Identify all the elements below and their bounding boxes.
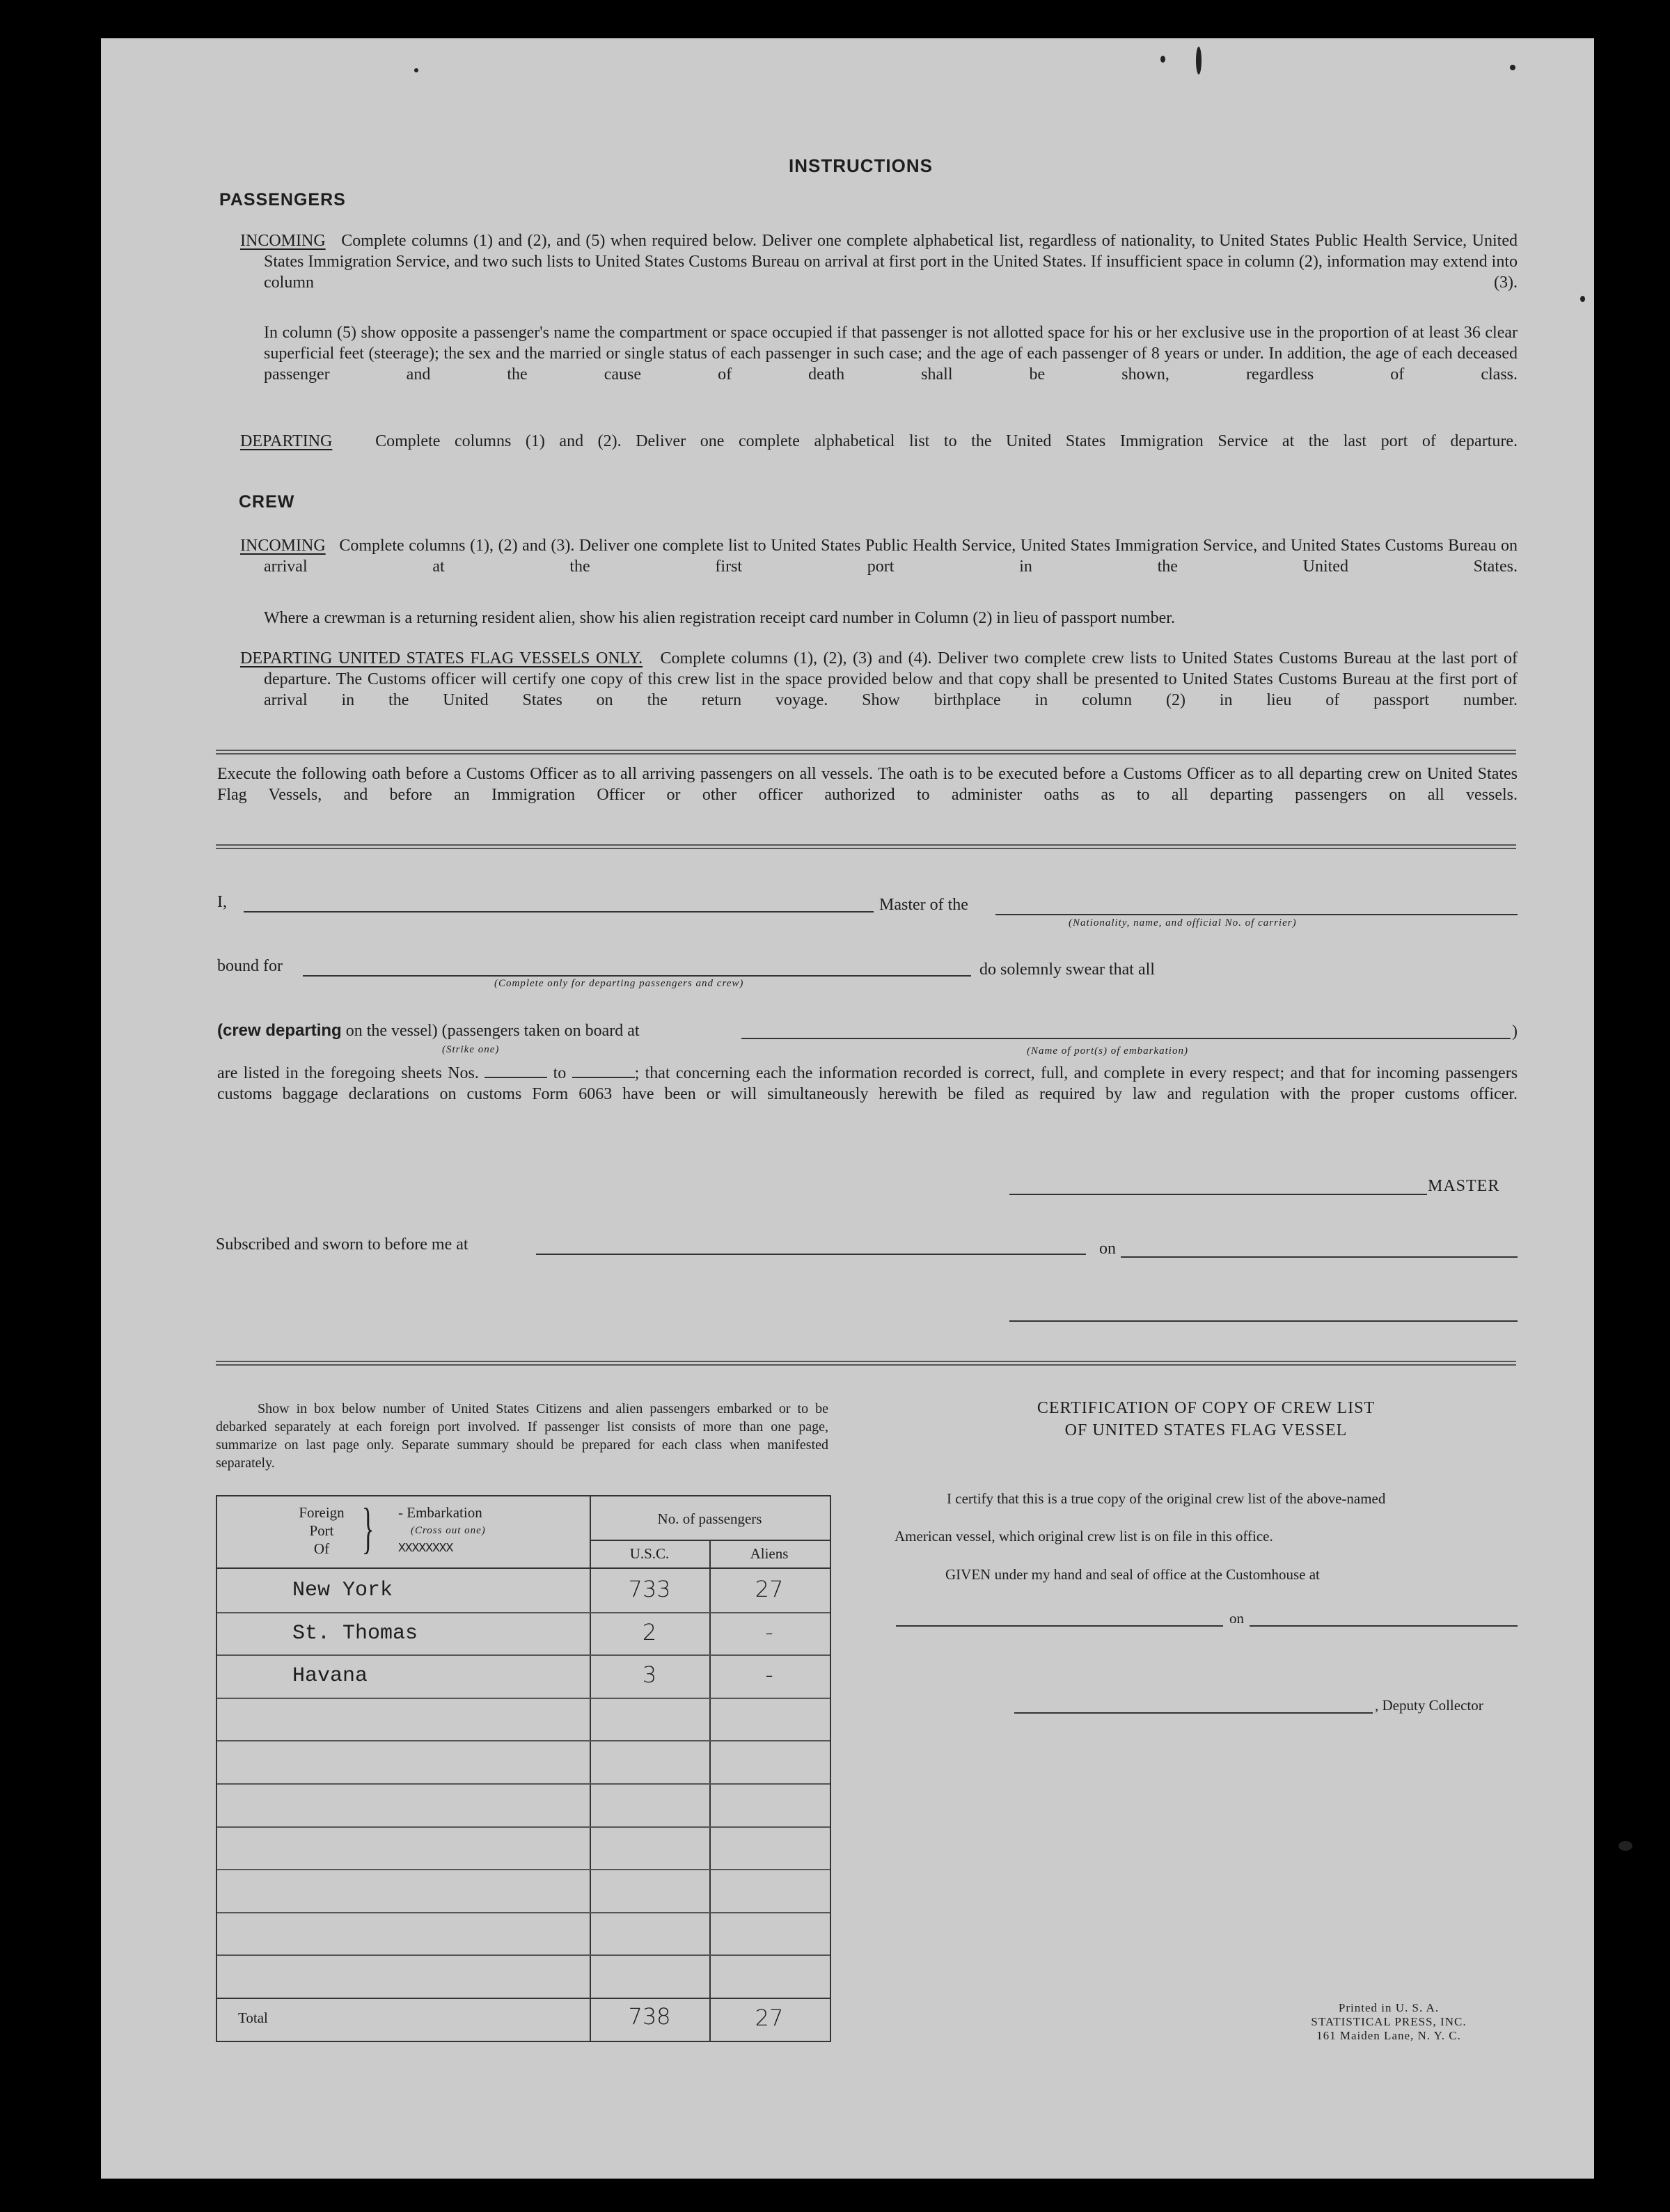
summary-instructions: Show in box below number of United States Citizens and alien passengers embarked or to be debarked separately at each foreign port involved. If passenger list consists of more than one page, summarize on last page only. Separate summary should be prepared for each class when manifested separately. bbox=[216, 1401, 828, 1471]
passengers-incoming-label: INCOMING bbox=[240, 232, 326, 250]
speck bbox=[1618, 1841, 1632, 1851]
customhouse-line[interactable] bbox=[896, 1625, 1223, 1627]
crew-resident-block bbox=[264, 608, 1518, 649]
row-port: Havana bbox=[292, 1664, 368, 1689]
embarkation-header bbox=[398, 1503, 486, 1558]
passengers-taken-option: (passengers taken on board at bbox=[441, 1022, 640, 1040]
close-paren: ) bbox=[1512, 1022, 1518, 1041]
column5-text: In column (5) show opposite a passenger's name the compartment or space occupied if that passenger is not allotted space for his or her exclusive use in the proportion of at least 36 clear superficial feet (steerage); the sex and the married or single status of each passenger in such case; and the age of each passenger of 8 years or under. In addition, the age of each deceased passenger and the cause of death shall be shown, regardless of class. bbox=[264, 324, 1518, 384]
deputy-signature-line[interactable] bbox=[1014, 1712, 1373, 1714]
sheet-from-field[interactable] bbox=[485, 1077, 547, 1078]
brace-icon: } bbox=[362, 1498, 375, 1559]
row-usc: 2 bbox=[642, 1618, 657, 1645]
table-row bbox=[217, 1826, 830, 1871]
row-aliens: 27 bbox=[755, 1576, 784, 1602]
subscribed-label: Subscribed and sworn to before me at bbox=[216, 1235, 468, 1254]
master-signature-line[interactable] bbox=[1009, 1194, 1427, 1195]
passengers-heading: PASSENGERS bbox=[219, 190, 346, 210]
crew-heading: CREW bbox=[239, 492, 295, 512]
carrier-caption: (Nationality, name, and official No. of carrier) bbox=[1069, 917, 1297, 929]
ports-line[interactable] bbox=[741, 1038, 1511, 1039]
total-divider bbox=[217, 1998, 830, 1999]
strike-one-caption: (Strike one) bbox=[442, 1044, 500, 1055]
certification-title-line2: OF UNITED STATES FLAG VESSEL bbox=[1064, 1421, 1348, 1439]
total-aliens: 27 bbox=[755, 2005, 784, 2031]
crew-incoming-label: INCOMING bbox=[240, 537, 326, 555]
printer-line3: 161 Maiden Lane, N. Y. C. bbox=[1316, 2029, 1461, 2042]
table-row bbox=[217, 1869, 830, 1913]
listed-block bbox=[217, 1063, 1518, 1125]
certify-line1: I certify that this is a true copy of the original crew list of the above-named bbox=[947, 1490, 1386, 1507]
crew-departing-block bbox=[240, 648, 1518, 732]
master-name-line[interactable] bbox=[244, 911, 874, 913]
subscribed-date-line[interactable] bbox=[1121, 1256, 1518, 1258]
oath-crew-line bbox=[217, 1021, 640, 1041]
bound-for-line[interactable] bbox=[303, 975, 971, 977]
listed-text-a: are listed in the foregoing sheets Nos. bbox=[217, 1064, 479, 1082]
speck bbox=[1510, 65, 1515, 70]
certify-line2: American vessel, which original crew list is on file in this office. bbox=[895, 1528, 1273, 1545]
passengers-departing-label: DEPARTING bbox=[240, 432, 333, 450]
row-usc: 733 bbox=[628, 1576, 671, 1602]
certification-body bbox=[895, 1489, 1518, 1508]
crew-resident-text: Where a crewman is a returning resident alien, show his alien registration receipt card number in Column (2) in lieu of passport number. bbox=[264, 609, 1175, 627]
row-port: New York bbox=[292, 1579, 393, 1602]
aliens-header: Aliens bbox=[750, 1545, 789, 1562]
speck bbox=[1160, 56, 1165, 63]
listed-to: to bbox=[553, 1064, 567, 1082]
passengers-incoming-text: Complete columns (1) and (2), and (5) when required below. Deliver one complete alphabetical list, regardless of nationality, to United States Public Health Service, United States Immigration Service, and two such lists to United States Customs Bureau on arrival at first port in the United States. If insufficient space in column (2), information may extend into column (3). bbox=[264, 232, 1518, 292]
column5-block bbox=[264, 322, 1518, 406]
speck bbox=[1196, 47, 1202, 74]
oath-intro-block bbox=[217, 764, 1518, 826]
table-row bbox=[217, 1569, 830, 1613]
col-port: Port bbox=[309, 1522, 334, 1539]
speck bbox=[1580, 296, 1585, 302]
usc-header: U.S.C. bbox=[629, 1545, 670, 1562]
col-of: Of bbox=[313, 1540, 330, 1557]
carrier-line[interactable] bbox=[995, 914, 1518, 915]
summary-instructions-block bbox=[216, 1400, 828, 1490]
printer-line1: Printed in U. S. A. bbox=[1338, 2001, 1440, 2014]
listed-text-b: ; that concerning each the information recorded is correct, full, and complete in every respect; and that for incoming passengers customs baggage declarations on customs Form 6063 have been or will simultaneously herewith be filed as required by law and regulation with the proper customs officer. bbox=[217, 1064, 1518, 1103]
divider bbox=[216, 1361, 1516, 1366]
form-sheet bbox=[101, 38, 1594, 2179]
crew-departing-option: (crew departing bbox=[217, 1021, 342, 1040]
bound-for-label: bound for bbox=[217, 957, 283, 975]
swear-text: do solemnly swear that all bbox=[979, 961, 1155, 979]
subscribed-place-line[interactable] bbox=[536, 1254, 1086, 1255]
printer-imprint bbox=[1284, 2001, 1493, 2043]
subscribed-on-label: on bbox=[1099, 1240, 1116, 1258]
table-row bbox=[217, 1740, 830, 1785]
col-embarkation: - Embarkation bbox=[398, 1504, 482, 1521]
table-row bbox=[217, 1912, 830, 1957]
summary-table bbox=[216, 1495, 831, 2042]
col-cross-out: (Cross out one) bbox=[411, 1525, 486, 1536]
certification-title bbox=[895, 1397, 1518, 1441]
oath-i-label: I, bbox=[217, 893, 227, 911]
crew-incoming-text: Complete columns (1), (2) and (3). Deliver one complete list to United States Public Health Service, United States Immigration Service, and United States Customs Bureau on arrival at the first port in the United States. bbox=[264, 537, 1518, 576]
printer-line2: STATISTICAL PRESS, INC. bbox=[1311, 2015, 1467, 2028]
on-the-vessel-text: on the vessel) bbox=[345, 1022, 438, 1040]
total-label: Total bbox=[238, 2009, 268, 2026]
passengers-departing-text: Complete columns (1) and (2). Deliver one complete alphabetical list to the United States Immigration Service at the last port of departure. bbox=[375, 432, 1518, 450]
foreign-port-of-header bbox=[283, 1503, 360, 1558]
given-text: GIVEN under my hand and seal of office at the Customhouse at bbox=[945, 1566, 1320, 1583]
col-foreign: Foreign bbox=[299, 1504, 345, 1521]
header-divider bbox=[590, 1540, 830, 1541]
deputy-collector-label: , Deputy Collector bbox=[1375, 1697, 1483, 1714]
col-struck: XXXXXXXX bbox=[398, 1542, 453, 1556]
page-title: INSTRUCTIONS bbox=[789, 155, 933, 176]
table-row bbox=[217, 1783, 830, 1828]
passengers-incoming-block bbox=[240, 230, 1518, 314]
cert-date-line[interactable] bbox=[1250, 1625, 1518, 1627]
speck bbox=[414, 68, 418, 72]
row-aliens: - bbox=[765, 1661, 773, 1689]
table-row bbox=[217, 1698, 830, 1742]
ports-caption: (Name of port(s) of embarkation) bbox=[1027, 1045, 1188, 1057]
crew-departing-label: DEPARTING UNITED STATES FLAG VESSELS ONLY. bbox=[240, 649, 643, 667]
sheet-to-field[interactable] bbox=[572, 1077, 635, 1078]
table-row bbox=[217, 1654, 830, 1699]
bound-caption: (Complete only for departing passengers and crew) bbox=[494, 978, 744, 989]
certification-title-line1: CERTIFICATION OF COPY OF CREW LIST bbox=[1037, 1399, 1376, 1417]
master-label: MASTER bbox=[1428, 1177, 1500, 1195]
row-aliens: - bbox=[765, 1618, 773, 1645]
crew-incoming-block bbox=[240, 535, 1518, 598]
oath-intro-text: Execute the following oath before a Customs Officer as to all arriving passengers on all vessels. The oath is to be executed before a Customs Officer as to all departing crew on United States Flag Vessels, and before an Immigration Officer or other officer authorized to administer oaths as to all departing passengers on all vessels. bbox=[217, 765, 1518, 804]
no-passengers-header: No. of passengers bbox=[657, 1510, 762, 1527]
row-port: St. Thomas bbox=[292, 1621, 418, 1645]
table-row bbox=[217, 1612, 830, 1657]
total-usc: 738 bbox=[628, 2003, 671, 2030]
divider bbox=[216, 844, 1516, 849]
divider bbox=[216, 750, 1516, 755]
passengers-departing-block bbox=[240, 431, 1518, 473]
crew-departing-text: Complete columns (1), (2), (3) and (4). Deliver two complete crew lists to United States Customs Bureau at the last port of departure. The Customs officer will certify one copy of this crew list in the space provided below and that copy shall be presented to United States Customs Bureau at the first port of arrival in the United States on the return voyage. Show birthplace in column (2) in lieu of passport number. bbox=[264, 649, 1518, 709]
officer-signature-line[interactable] bbox=[1009, 1320, 1518, 1322]
master-of-the-label: Master of the bbox=[879, 896, 968, 914]
table-row bbox=[217, 1954, 830, 1998]
cert-on-label: on bbox=[1229, 1610, 1244, 1627]
row-usc: 3 bbox=[642, 1661, 657, 1689]
